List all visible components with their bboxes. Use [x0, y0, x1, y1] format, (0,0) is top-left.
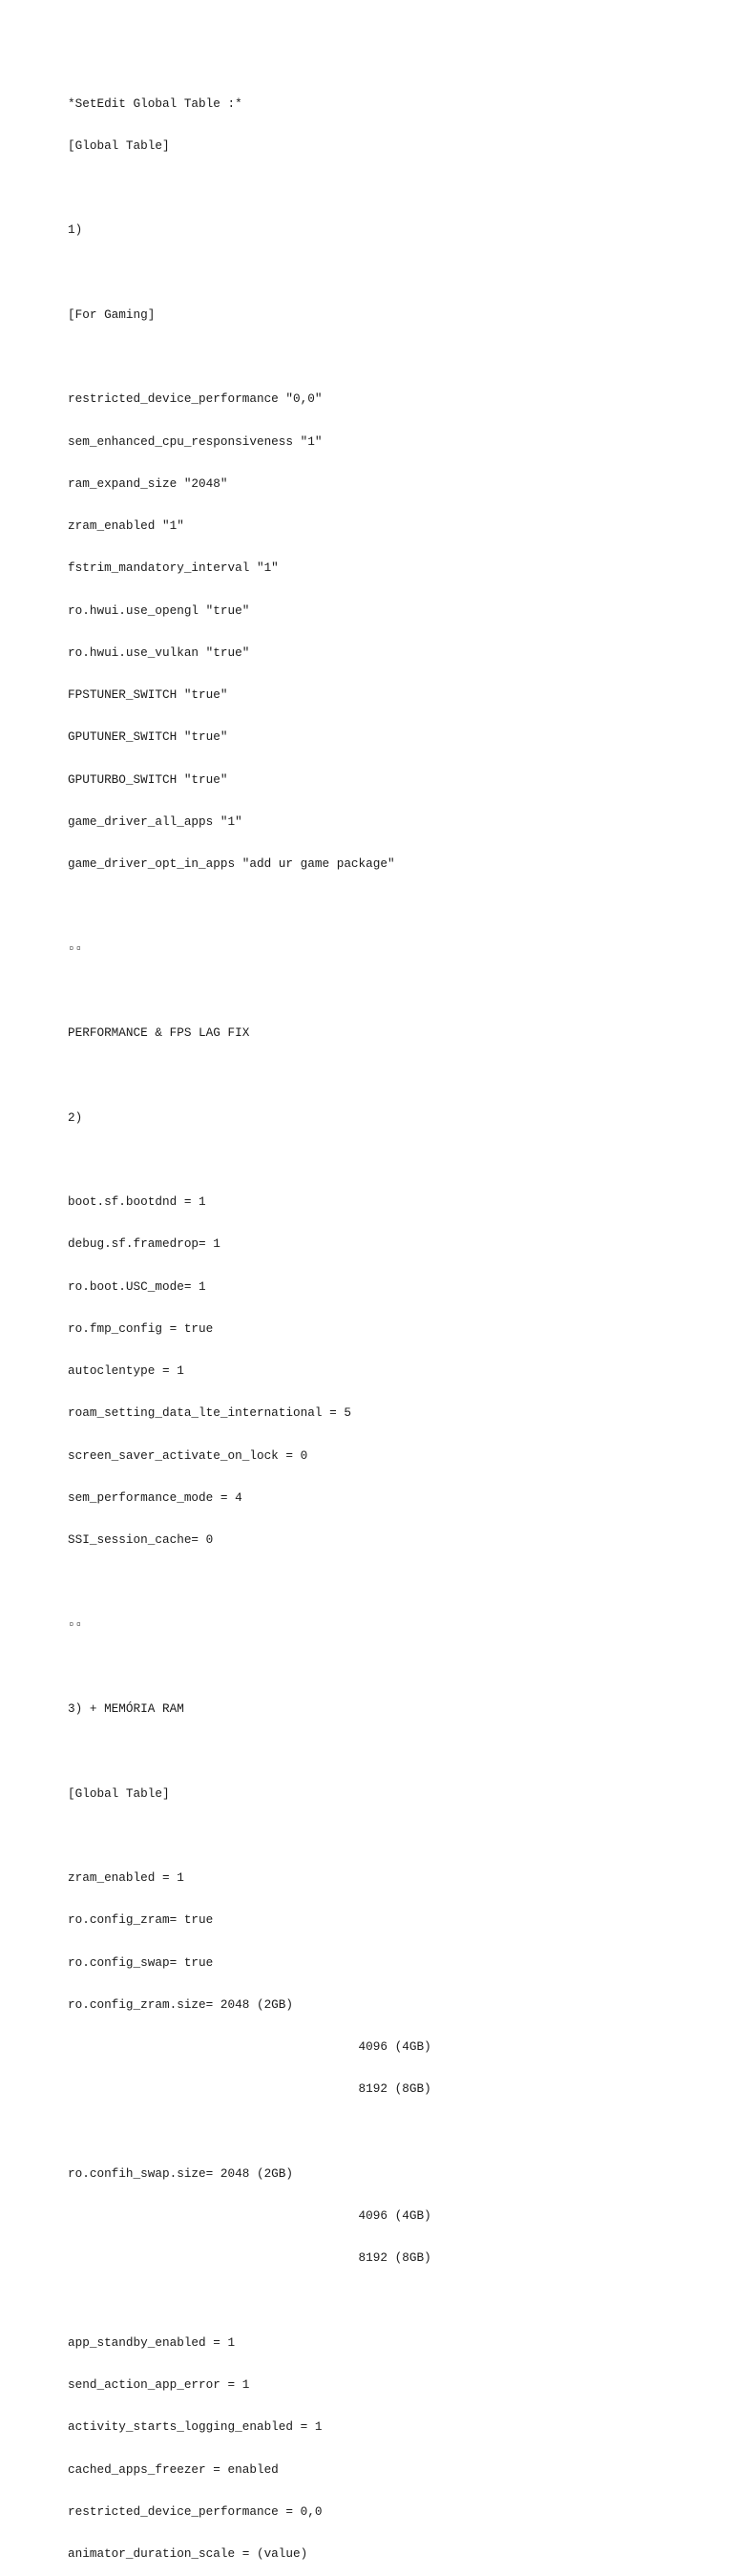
- doc-line: [Global Table]: [68, 137, 170, 153]
- doc-line: [68, 899, 717, 914]
- doc-line: ro.boot.USC_mode= 1: [68, 1278, 206, 1294]
- doc-line: [68, 1829, 717, 1844]
- doc-line: 2): [68, 1109, 83, 1125]
- doc-line: 8192 (8GB): [68, 2250, 431, 2266]
- doc-line: [For Gaming]: [68, 306, 156, 322]
- doc-line: send_action_app_error = 1: [68, 2377, 250, 2392]
- doc-line: ro.confih_swap.size= 2048 (2GB): [68, 2165, 294, 2181]
- doc-line: ro.fmp_config = true: [68, 1320, 214, 1336]
- doc-line: [68, 266, 717, 281]
- doc-line: 4096 (4GB): [68, 2208, 431, 2223]
- doc-line: GPUTUNER_SWITCH "true": [68, 729, 228, 745]
- doc-line: fstrim_mandatory_interval "1": [68, 560, 279, 576]
- doc-line: 1): [68, 222, 83, 238]
- doc-line: roam_setting_data_lte_international = 5: [68, 1405, 351, 1421]
- doc-line: 3) + MEMÓRIA RAM: [68, 1701, 184, 1716]
- doc-line: PERFORMANCE & FPS LAG FIX: [68, 1025, 250, 1040]
- doc-line: 8192 (8GB): [68, 2081, 431, 2097]
- doc-line: 4096 (4GB): [68, 2039, 431, 2054]
- doc-line: [68, 1660, 717, 1675]
- doc-line: debug.sf.framedrop= 1: [68, 1236, 220, 1252]
- doc-line: ro.config_zram.size= 2048 (2GB): [68, 1996, 294, 2012]
- doc-line: [68, 1068, 717, 1083]
- doc-line: autoclentype = 1: [68, 1363, 184, 1378]
- doc-line: game_driver_all_apps "1": [68, 813, 242, 829]
- doc-line: ram_expand_size "2048": [68, 475, 228, 491]
- doc-line: screen_saver_activate_on_lock = 0: [68, 1447, 308, 1463]
- doc-line: zram_enabled = 1: [68, 1870, 184, 1885]
- doc-line: zram_enabled "1": [68, 518, 184, 533]
- doc-line: [68, 2294, 717, 2309]
- doc-line: cached_apps_freezer = enabled: [68, 2461, 279, 2477]
- doc-line: app_standby_enabled = 1: [68, 2334, 236, 2350]
- doc-line: restricted_device_performance = 0,0: [68, 2503, 323, 2519]
- doc-line: FPSTUNER_SWITCH "true": [68, 687, 228, 702]
- doc-line: ro.hwui.use_opengl "true": [68, 602, 250, 618]
- doc-line: restricted_device_performance "0,0": [68, 391, 323, 407]
- doc-line: sem_performance_mode = 4: [68, 1489, 242, 1505]
- doc-line: activity_starts_logging_enabled = 1: [68, 2419, 323, 2435]
- doc-line: [68, 181, 717, 196]
- doc-line: sem_enhanced_cpu_responsiveness "1": [68, 433, 323, 449]
- doc-line: animator_duration_scale = (value): [68, 2546, 308, 2561]
- doc-line: SSI_session_cache= 0: [68, 1532, 214, 1547]
- doc-line: ro.hwui.use_vulkan "true": [68, 644, 250, 660]
- doc-line: [68, 350, 717, 365]
- document-body: [68, 69, 717, 2576]
- doc-line: *SetEdit Global Table :*: [68, 95, 242, 111]
- doc-line: [68, 984, 717, 999]
- doc-line: GPUTURBO_SWITCH "true": [68, 771, 228, 787]
- doc-line: boot.sf.bootdnd = 1: [68, 1194, 206, 1209]
- doc-line: [68, 1153, 717, 1168]
- doc-line: ▫▫: [68, 940, 83, 956]
- doc-line: [68, 1744, 717, 1759]
- doc-line: [68, 2125, 717, 2140]
- doc-line: ▫▫: [68, 1616, 83, 1632]
- doc-line: ro.config_zram= true: [68, 1912, 214, 1928]
- doc-line: game_driver_opt_in_apps "add ur game package": [68, 856, 395, 871]
- doc-line: [68, 1575, 717, 1590]
- doc-line: [Global Table]: [68, 1785, 170, 1801]
- doc-line: ro.config_swap= true: [68, 1954, 214, 1970]
